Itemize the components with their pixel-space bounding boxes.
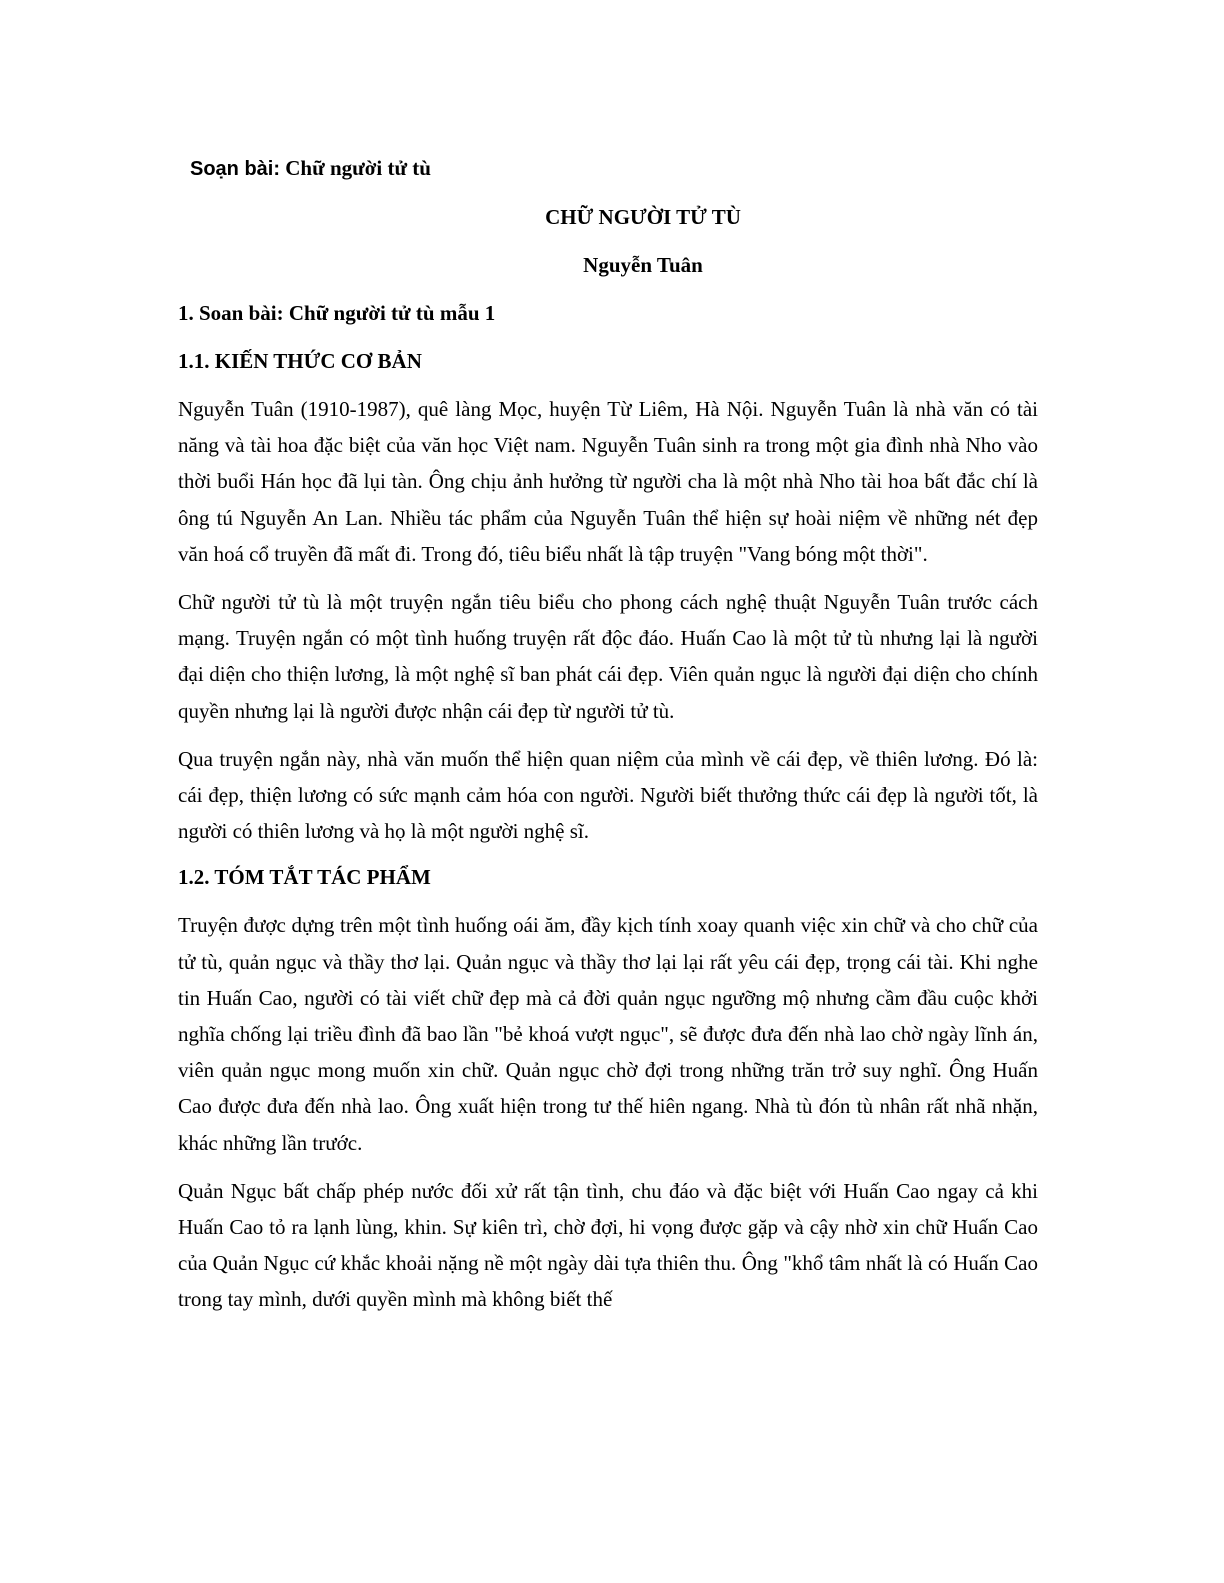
header-title: Chữ người tử tù	[280, 156, 431, 180]
document-header	[190, 150, 1038, 186]
section-heading: 1. Soan bài: Chữ người tử tù mẫu 1	[178, 301, 496, 325]
header-prefix: Soạn bài:	[190, 158, 281, 180]
paragraph-author-message: Qua truyện ngắn này, nhà văn muốn thể hiện quan niệm của mình về cái đẹp, về thiên lương. Đó là: cái đẹp, thiện lương có sức mạnh cảm hóa con người. Người biết thưởng thức cái đẹp là người tốt, là người có thiên lương và họ là một người nghệ sĩ.	[178, 746, 1038, 844]
paragraph-summary-warden: Quản Ngục bất chấp phép nước đối xử rất tận tình, chu đáo và đặc biệt với Huấn Cao ngay cả khi Huấn Cao tỏ ra lạnh lùng, khin. Sự kiên trì, chờ đợi, hi vọng được gặp và cậy nhờ xin chữ Huấn Cao của Quản Ngục cứ khắc khoải nặng nề một ngày dài tựa thiên thu. Ông "khổ tâm nhất là có Huấn Cao trong tay mình, dưới quyền mình mà không biết thế	[178, 1178, 1038, 1312]
document-title: CHỮ NGƯỜI TỬ TÙ	[545, 205, 741, 229]
subsection-heading-basic-knowledge: 1.1. KIẾN THỨC CƠ BẢN	[178, 349, 422, 373]
document-author: Nguyễn Tuân	[583, 253, 703, 277]
paragraph-summary-plot: Truyện được dựng trên một tình huống oái ăm, đầy kịch tính xoay quanh việc xin chữ và cho chữ của tử tù, quản ngục và thầy thơ lại. Quản ngục và thầy thơ lại lại rất yêu cái đẹp, trọng cái tài. Khi nghe tin Huấn Cao, người có tài viết chữ đẹp mà cả đời quản ngục ngưỡng mộ nhưng cầm đầu cuộc khởi nghĩa chống lại triều đình đã bao lần "bẻ khoá vượt ngục", sẽ được đưa đến nhà lao chờ ngày lĩnh án, viên quản ngục mong muốn xin chữ. Quản ngục chờ đợi trong những trăn trở suy nghĩ. Ông Huấn Cao được đưa đến nhà lao. Ông xuất hiện trong tư thế hiên ngang. Nhà tù đón tù nhân rất nhã nhặn, khác những lần trước.	[178, 913, 1038, 1155]
paragraph-author-bio: Nguyễn Tuân (1910-1987), quê làng Mọc, huyện Từ Liêm, Hà Nội. Nguyễn Tuân là nhà văn có tài năng và tài hoa đặc biệt của văn học Việt nam. Nguyễn Tuân sinh ra trong một gia đình nhà Nho vào thời buổi Hán học đã lụi tàn. Ông chịu ảnh hưởng từ người cha là một nhà Nho tài hoa bất đắc chí là ông tú Nguyễn An Lan. Nhiều tác phẩm của Nguyễn Tuân thể hiện sự hoài niệm về những nét đẹp văn hoá cổ truyền đã mất đi. Trong đó, tiêu biểu nhất là tập truyện "Vang bóng một thời".	[178, 397, 1038, 566]
document-page	[178, 150, 1038, 1318]
paragraph-story-overview: Chữ người tử tù là một truyện ngắn tiêu biểu cho phong cách nghệ thuật Nguyễn Tuân trước cách mạng. Truyện ngắn có một tình huống truyện rất độc đáo. Huấn Cao là một tử tù nhưng lại là người đại diện cho thiện lương, là một nghệ sĩ ban phát cái đẹp. Viên quản ngục là người đại diện cho chính quyền nhưng lại là người được nhận cái đẹp từ người tử tù.	[178, 590, 1038, 723]
subsection-heading-summary: 1.2. TÓM TẮT TÁC PHẨM	[178, 865, 431, 890]
